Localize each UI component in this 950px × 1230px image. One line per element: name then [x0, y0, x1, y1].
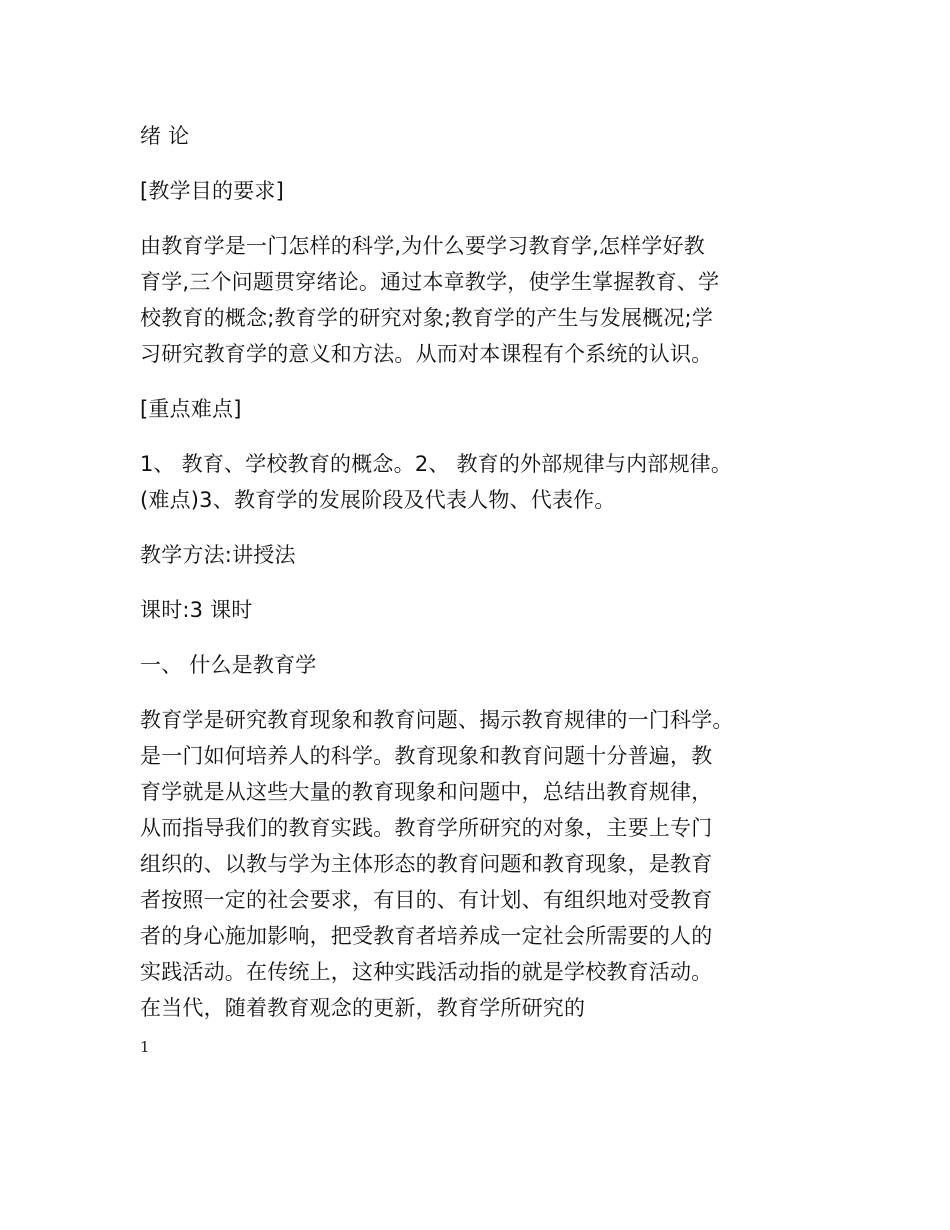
keypoints-line: (难点)3、教育学的发展阶段及代表人物、代表作。	[140, 488, 616, 512]
class-hours	[140, 592, 820, 628]
chapter-title	[140, 118, 820, 154]
section-one-line: 组织的、以教与学为主体形态的教育问题和教育现象，是教育	[140, 852, 713, 876]
teaching-method	[140, 537, 820, 573]
section-one-line: 者按照一定的社会要求，有目的、有计划、有组织地对受教育	[140, 888, 713, 912]
section-one-heading	[140, 647, 820, 683]
teaching-method-text: 教学方法:讲授法	[140, 543, 296, 567]
page-number: 1	[140, 1038, 150, 1056]
section-one-paragraph	[140, 702, 820, 1026]
section-one-heading-text: 一、 什么是教育学	[140, 653, 317, 677]
goals-heading	[140, 173, 820, 209]
document-body	[140, 118, 820, 1045]
section-one-line: 育学就是从这些大量的教育现象和问题中，总结出教育规律，	[140, 780, 713, 804]
section-one-line: 者的身心施加影响，把受教育者培养成一定社会所需要的人的	[140, 924, 713, 948]
class-hours-text: 课时:3 课时	[140, 598, 253, 622]
goals-line: 由教育学是一门怎样的科学,为什么要学习教育学,怎样学好教	[140, 234, 705, 258]
goals-paragraph	[140, 228, 820, 372]
section-one-line: 在当代，随着教育观念的更新，教育学所研究的	[140, 996, 586, 1020]
keypoints-paragraph	[140, 446, 820, 518]
section-one-line: 教育学是研究教育现象和教育问题、揭示教育规律的一门科学。	[140, 708, 734, 732]
keypoints-line: 1、 教育、学校教育的概念。2、 教育的外部规律与内部规律。	[140, 452, 733, 476]
goals-line: 校教育的概念;教育学的研究对象;教育学的产生与发展概况;学	[140, 306, 714, 330]
goals-line: 育学,三个问题贯穿绪论。通过本章教学，使学生掌握教育、学	[140, 270, 720, 294]
keypoints-heading	[140, 391, 820, 427]
goals-line: 习研究教育学的意义和方法。从而对本课程有个系统的认识。	[140, 342, 713, 366]
chapter-title-text: 绪 论	[140, 124, 190, 148]
keypoints-heading-text: [重点难点]	[140, 397, 242, 421]
section-one-line: 是一门如何培养人的科学。教育现象和教育问题十分普遍，教	[140, 744, 713, 768]
section-one-line: 从而指导我们的教育实践。教育学所研究的对象，主要上专门	[140, 816, 713, 840]
section-one-line: 实践活动。在传统上，这种实践活动指的就是学校教育活动。	[140, 960, 713, 984]
goals-heading-text: [教学目的要求]	[140, 179, 284, 203]
